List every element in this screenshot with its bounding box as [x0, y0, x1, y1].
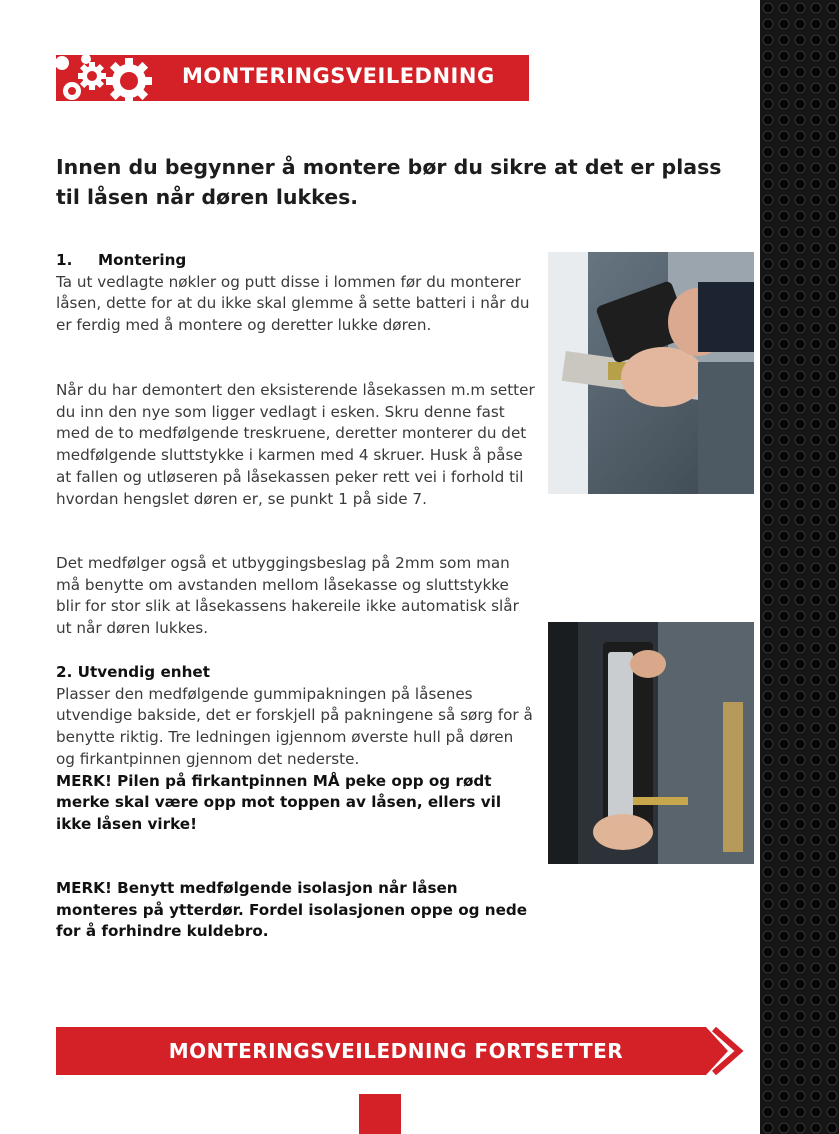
section1-paragraph1: Ta ut vedlagte nøkler og putt disse i lommen før du monterer låsen, dette for at du ikke skal glemme å sette batteri i når du er ferdig med å montere og deretter lukke døren. [56, 272, 530, 335]
continue-banner [56, 1027, 746, 1075]
page-title: MONTERINGSVEILEDNING [182, 64, 495, 88]
section1-number: 1. [56, 251, 73, 269]
section2-warning: MERK! Pilen på firkantpinnen MÅ peke opp og rødt merke skal være opp mot toppen av låsen, ellers vil ikke låsen virke! [56, 771, 502, 833]
section1-title: Montering [98, 251, 187, 269]
section1-paragraph2: Når du har demontert den eksisterende låsekassen m.m setter du inn den nye som ligger vedlagt i esken. Skru denne fast med de to medfølgende treskruene, deretter monterer du det medfølgende sluttstykke i karmen med 4 skruer. Husk å påse at fallen og utløseren på låsekassen peker rett vei i forhold til hvordan hengslet døren er, se punkt 1 på side 7. [56, 381, 535, 508]
section2-heading: 2. Utvendig enhet [56, 663, 210, 681]
photo-outside-unit [548, 622, 754, 864]
section2-block [56, 662, 536, 836]
gears-icon [56, 55, 166, 101]
intro-heading: Innen du begynner å montere bør du sikre at det er plass til låsen når døren lukkes. [56, 155, 722, 209]
section1-heading [56, 250, 536, 272]
insulation-note: MERK! Benytt medfølgende isolasjon når låsen monteres på ytterdør. Fordel isolasjonen oppe og nede for å forhindre kuldebro. [56, 879, 528, 941]
continue-banner-label: MONTERINGSVEILEDNING FORTSETTER [168, 1039, 624, 1063]
section1-block [56, 250, 536, 337]
page-marker [359, 1094, 401, 1134]
section2-paragraph: Plasser den medfølgende gummipakningen på låsenes utvendige bakside, det er forskjell på pakningene så sørg for å benytte riktig. Tre ledningen igjennom øverste hull på døren og firkantpinnen gjennom det nederste. [56, 684, 533, 768]
header-banner [56, 55, 529, 101]
section1-paragraph3: Det medfølger også et utbyggingsbeslag på 2mm som man må benytte om avstanden mellom låsekasse og sluttstykke blir for stor slik at låsekassens hakereile ikke automatisk slår ut når døren lukkes. [56, 554, 519, 638]
photo-mounting-lock-case [548, 252, 754, 494]
decorative-sidebar [760, 0, 839, 1134]
